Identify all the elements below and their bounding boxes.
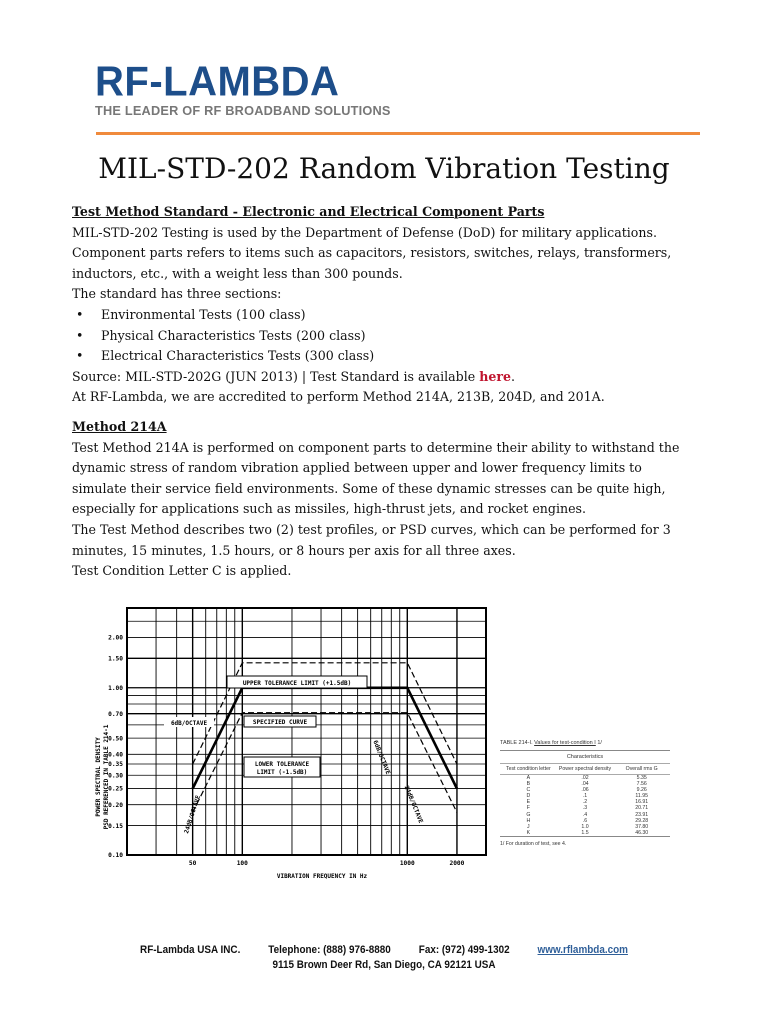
- x-axis-label: VIBRATION FREQUENCY IN Hz: [276, 873, 368, 880]
- list-item: • Physical Characteristics Tests (200 class): [72, 326, 692, 347]
- method-paragraph-3: Test Condition Letter C is applied.: [72, 563, 292, 579]
- table-cell: .3: [582, 805, 588, 812]
- right-slope-label-a: 6dB/OCTAVE: [371, 739, 392, 776]
- sections-intro: The standard has three sections:: [72, 286, 282, 302]
- table-caption-note: 1/: [597, 740, 602, 746]
- specified-curve-label: SPECIFIED CURVE: [252, 719, 308, 726]
- table-cell: G: [526, 811, 531, 818]
- table-header: Characteristics: [500, 751, 670, 764]
- chart-grid: [127, 608, 486, 855]
- table-cell: 9.26: [636, 787, 647, 794]
- table-cell: 7.56: [636, 781, 647, 788]
- footer-company: RF-Lambda USA INC.: [140, 944, 241, 956]
- x-tick-label: 1000: [399, 860, 415, 867]
- table-row: [500, 830, 670, 836]
- x-tick-label: 100: [236, 860, 248, 867]
- x-tick-labels: [189, 860, 465, 867]
- psd-chart: [72, 600, 492, 889]
- left-slope-label: 6dB/OCTAVE: [170, 720, 208, 727]
- table-cell: 37.80: [635, 823, 649, 830]
- section-heading: Test Method Standard - Electronic and Electrical Component Parts: [72, 204, 545, 219]
- y-tick-labels: [108, 635, 123, 860]
- accreditation-text: At RF-Lambda, we are accredited to perform Method 214A, 213B, 204D, and 201A.: [72, 389, 605, 405]
- left-steep-slope-label: 24dB/OCTAVE: [183, 794, 203, 835]
- table-cell: 46.30: [635, 829, 649, 836]
- table-cell: D: [526, 793, 531, 800]
- table-caption-title: Values for test-condition I: [534, 740, 596, 746]
- table-rows: [500, 775, 670, 836]
- y-tick-label: 0.25: [108, 785, 123, 793]
- table-body: [500, 750, 670, 837]
- upper-limit-label: UPPER TOLERANCE LIMIT (+1.5dB): [242, 680, 352, 687]
- lower-limit-label-1: LOWER TOLERANCE: [254, 761, 310, 768]
- column-header: Overall rms G: [625, 766, 658, 772]
- list-item: • Electrical Characteristics Tests (300 class): [72, 346, 692, 367]
- y-tick-label: 0.30: [108, 772, 123, 780]
- footer-phone: Telephone: (888) 976-8880: [268, 944, 391, 956]
- table-cell: C: [526, 787, 531, 794]
- table-cell: 1.0: [581, 823, 589, 830]
- y-tick-label: 2.00: [108, 634, 123, 642]
- y-axis-label-line2: PSD REFERENCED IN TABLE 214-1: [103, 724, 110, 830]
- table-cell: 1.5: [581, 829, 589, 836]
- y-tick-label: 1.00: [108, 684, 123, 692]
- table-cell: K: [526, 829, 531, 836]
- company-logo: [95, 58, 391, 118]
- table-cell: .06: [581, 787, 589, 794]
- y-tick-label: 0.15: [108, 822, 123, 830]
- table-cell: .1: [582, 793, 588, 800]
- column-header: Test condition letter: [505, 766, 551, 772]
- x-tick-label: 2000: [449, 860, 465, 867]
- method-section: [72, 417, 692, 582]
- column-header: Power spectral density: [558, 766, 612, 772]
- method-heading: Method 214A: [72, 419, 167, 434]
- table-cell: E: [526, 799, 531, 806]
- table-cell: A: [526, 775, 531, 781]
- table-cell: 29.28: [635, 817, 649, 824]
- page-title: MIL-STD-202 Random Vibration Testing: [98, 152, 670, 185]
- source-text: Source: MIL-STD-202G (JUN 2013) | Test Standard is available: [72, 368, 480, 384]
- y-axis-label-line1: POWER SPECTRAL DENSITY: [95, 737, 102, 817]
- header-rule: [96, 132, 700, 135]
- table-columns: [500, 764, 670, 775]
- list-item: • Environmental Tests (100 class): [72, 305, 692, 326]
- table-cell: 20.71: [635, 805, 649, 812]
- plot-frame: [127, 608, 486, 855]
- y-tick-label: 0.40: [108, 751, 123, 759]
- table-caption-prefix: TABLE 214-I.: [500, 740, 533, 746]
- table-cell: H: [526, 817, 531, 824]
- footer-fax: Fax: (972) 499-1302: [418, 944, 510, 956]
- table-footnote: 1/ For duration of test, see 4.: [500, 840, 567, 847]
- table-caption: [500, 740, 670, 746]
- footer-contact-line: [38, 944, 729, 956]
- page-footer: [38, 944, 729, 971]
- intro-section: [72, 202, 692, 408]
- logo-name: RF-LAMBDA: [95, 58, 340, 106]
- table-cell: .02: [581, 775, 589, 781]
- footer-website-link[interactable]: www.rflambda.com: [537, 944, 628, 956]
- y-tick-label: 0.20: [108, 801, 123, 809]
- table-cell: F: [526, 805, 530, 812]
- footer-address: 9115 Brown Deer Rd, San Diego, CA 92121 USA: [272, 959, 496, 971]
- standard-link[interactable]: here: [479, 368, 512, 384]
- right-slope-label-b: 24dB/OCTAVE: [402, 784, 425, 825]
- table-cell: B: [526, 781, 531, 788]
- table-cell: 5.35: [636, 775, 647, 781]
- table-214-1: [500, 740, 670, 847]
- intro-paragraph: MIL-STD-202 Testing is used by the Department of Defense (DoD) for military applications. Component parts refers to items such as capacitors, resistors, switches, relays, transformers, inductors, etc., with a weight less than 300 pounds.: [72, 224, 672, 281]
- y-tick-label: 0.35: [108, 761, 123, 769]
- lower-limit-label-2: LIMIT (-1.5dB): [256, 769, 308, 776]
- y-tick-label: 0.10: [108, 852, 123, 860]
- logo-tagline: THE LEADER OF RF BROADBAND SOLUTIONS: [95, 104, 391, 118]
- y-tick-label: 1.50: [108, 655, 123, 663]
- table-cell: .2: [582, 799, 588, 806]
- y-tick-label: 0.50: [108, 735, 123, 743]
- sections-list: [72, 305, 692, 367]
- method-paragraph-2: The Test Method describes two (2) test profiles, or PSD curves, which can be performed for 3 minutes, 15 minutes, 1.5 hours, or 8 hours per axis for all three axes.: [72, 521, 671, 558]
- psd-chart-svg: [72, 600, 492, 885]
- table-cell: 11.95: [635, 793, 648, 800]
- table-cell: .6: [582, 817, 588, 824]
- source-line: [72, 367, 692, 388]
- table-cell: .4: [582, 811, 588, 818]
- table-cell: .04: [581, 781, 589, 788]
- y-tick-label: 0.70: [108, 710, 123, 718]
- table-cell: J: [527, 823, 530, 830]
- source-end: .: [511, 368, 516, 384]
- x-tick-label: 50: [188, 860, 197, 867]
- method-paragraph-1: Test Method 214A is performed on component parts to determine their ability to withstand the dynamic stress of random vibration applied between upper and lower frequency limits to simulate their service field environments. Some of these dynamic stresses can be quite high, especially for applications such as missiles, high-thrust jets, and rocket engines.: [72, 439, 680, 517]
- table-cell: 16.91: [635, 799, 649, 806]
- table-cell: 23.91: [635, 811, 649, 818]
